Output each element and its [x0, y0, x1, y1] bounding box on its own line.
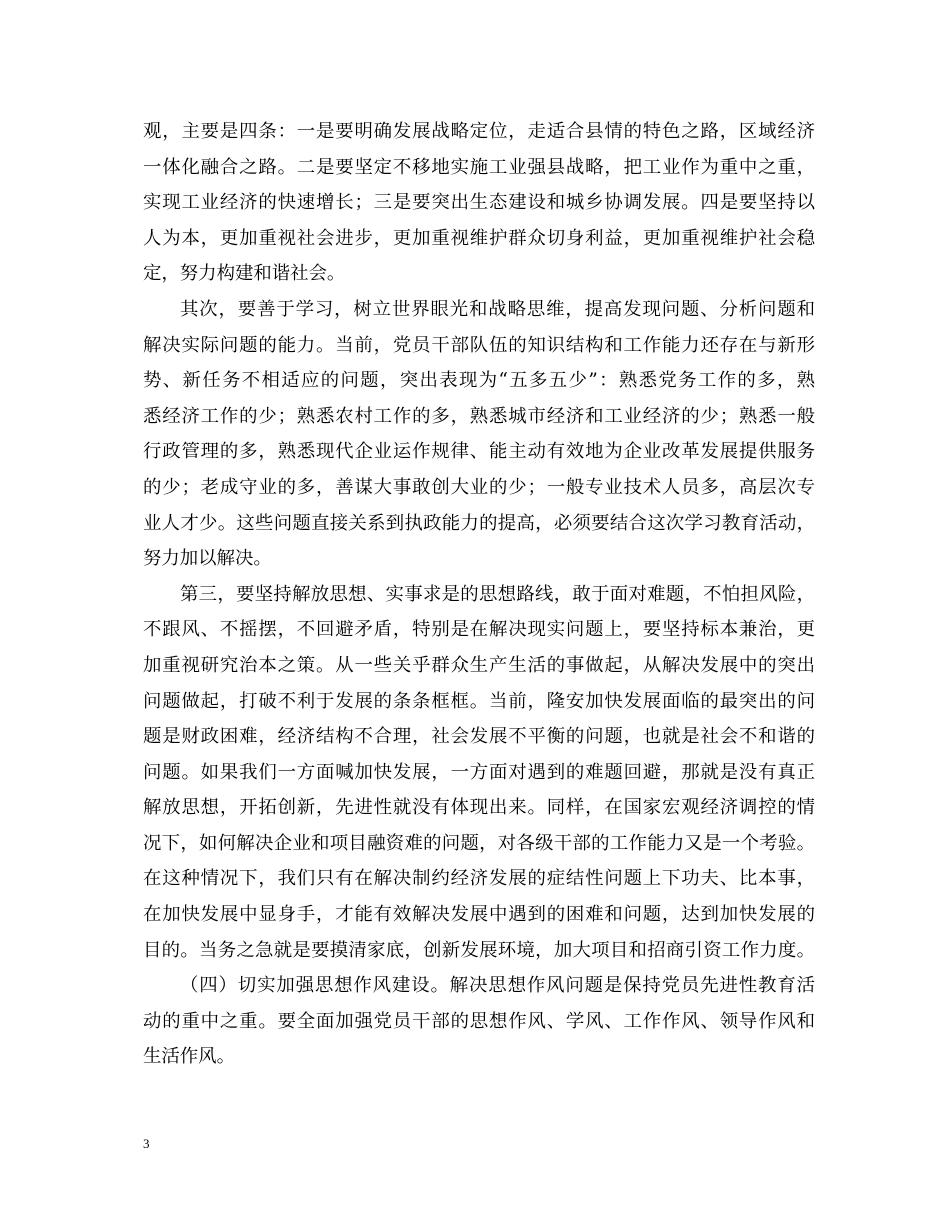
- text-line: 在加快发展中显身手，才能有效解决发展中遇到的困难和问题，达到加快发展的: [143, 904, 815, 926]
- text-line: 题是财政困难，经济结构不合理，社会发展不平衡的问题，也就是社会不和谐的: [143, 726, 815, 748]
- text-line: 加重视研究治本之策。从一些关乎群众生产生活的事做起，从解决发展中的突出: [143, 654, 815, 676]
- text-line: 况下，如何解决企业和项目融资难的问题，对各级干部的工作能力又是一个考验。: [143, 832, 815, 854]
- text-line: 不跟风、不摇摆，不回避矛盾，特别是在解决现实问题上，要坚持标本兼治，更: [143, 619, 815, 641]
- paragraph-first-line: 其次，要善于学习，树立世界眼光和战略思维，提高发现问题、分析问题和: [180, 298, 815, 320]
- text-line: 努力加以解决。: [143, 548, 272, 570]
- text-line: 问题做起，打破不利于发展的条条框框。当前，隆安加快发展面临的最突出的问: [143, 690, 815, 712]
- text-line: 动的重中之重。要全面加强党员干部的思想作风、学风、工作作风、领导作风和: [143, 1010, 815, 1032]
- text-line: 实现工业经济的快速增长；三是要突出生态建设和城乡协调发展。四是要坚持以: [143, 192, 815, 214]
- body-text: [143, 114, 815, 1075]
- text-line: 的少；老成守业的多，善谋大事敢创大业的少；一般专业技术人员多，高层次专: [143, 476, 815, 498]
- text-line: 目的。当务之急就是要摸清家底，创新发展环境，加大项目和招商引资工作力度。: [143, 939, 815, 961]
- text-line: 定，努力构建和谐社会。: [143, 263, 346, 285]
- text-line: 一体化融合之路。二是要坚定不移地实施工业强县战略，把工业作为重中之重，: [143, 156, 815, 178]
- paragraph-first-line: 第三，要坚持解放思想、实事求是的思想路线，敢于面对难题，不怕担风险，: [180, 583, 815, 605]
- text-line: 悉经济工作的少；熟悉农村工作的多，熟悉城市经济和工业经济的少；熟悉一般: [143, 405, 815, 427]
- text-line: 解决实际问题的能力。当前，党员干部队伍的知识结构和工作能力还存在与新形: [143, 334, 815, 356]
- text-line: 观，主要是四条：一是要明确发展战略定位，走适合县情的特色之路，区域经济: [143, 121, 815, 142]
- text-line: 问题。如果我们一方面喊加快发展，一方面对遇到的难题回避，那就是没有真正: [143, 761, 815, 783]
- text-line: 生活作风。: [143, 1046, 235, 1068]
- text-line: 业人才少。这些问题直接关系到执政能力的提高，必须要结合这次学习教育活动，: [143, 512, 815, 534]
- page-number: 3: [143, 1136, 150, 1151]
- text-line: 势、新任务不相适应的问题，突出表现为“五多五少”：熟悉党务工作的多，熟: [143, 370, 815, 392]
- text-line: 解放思想，开拓创新，先进性就没有体现出来。同样，在国家宏观经济调控的情: [143, 797, 815, 819]
- text-line: 人为本，更加重视社会进步，更加重视维护群众切身利益，更加重视维护社会稳: [143, 227, 815, 249]
- text-line: 行政管理的多，熟悉现代企业运作规律、能主动有效地为企业改革发展提供服务: [143, 441, 815, 463]
- text-line: 在这种情况下，我们只有在解决制约经济发展的症结性问题上下功夫、比本事，: [143, 868, 815, 890]
- paragraph-first-line: （四）切实加强思想作风建设。解决思想作风问题是保持党员先进性教育活: [180, 975, 815, 997]
